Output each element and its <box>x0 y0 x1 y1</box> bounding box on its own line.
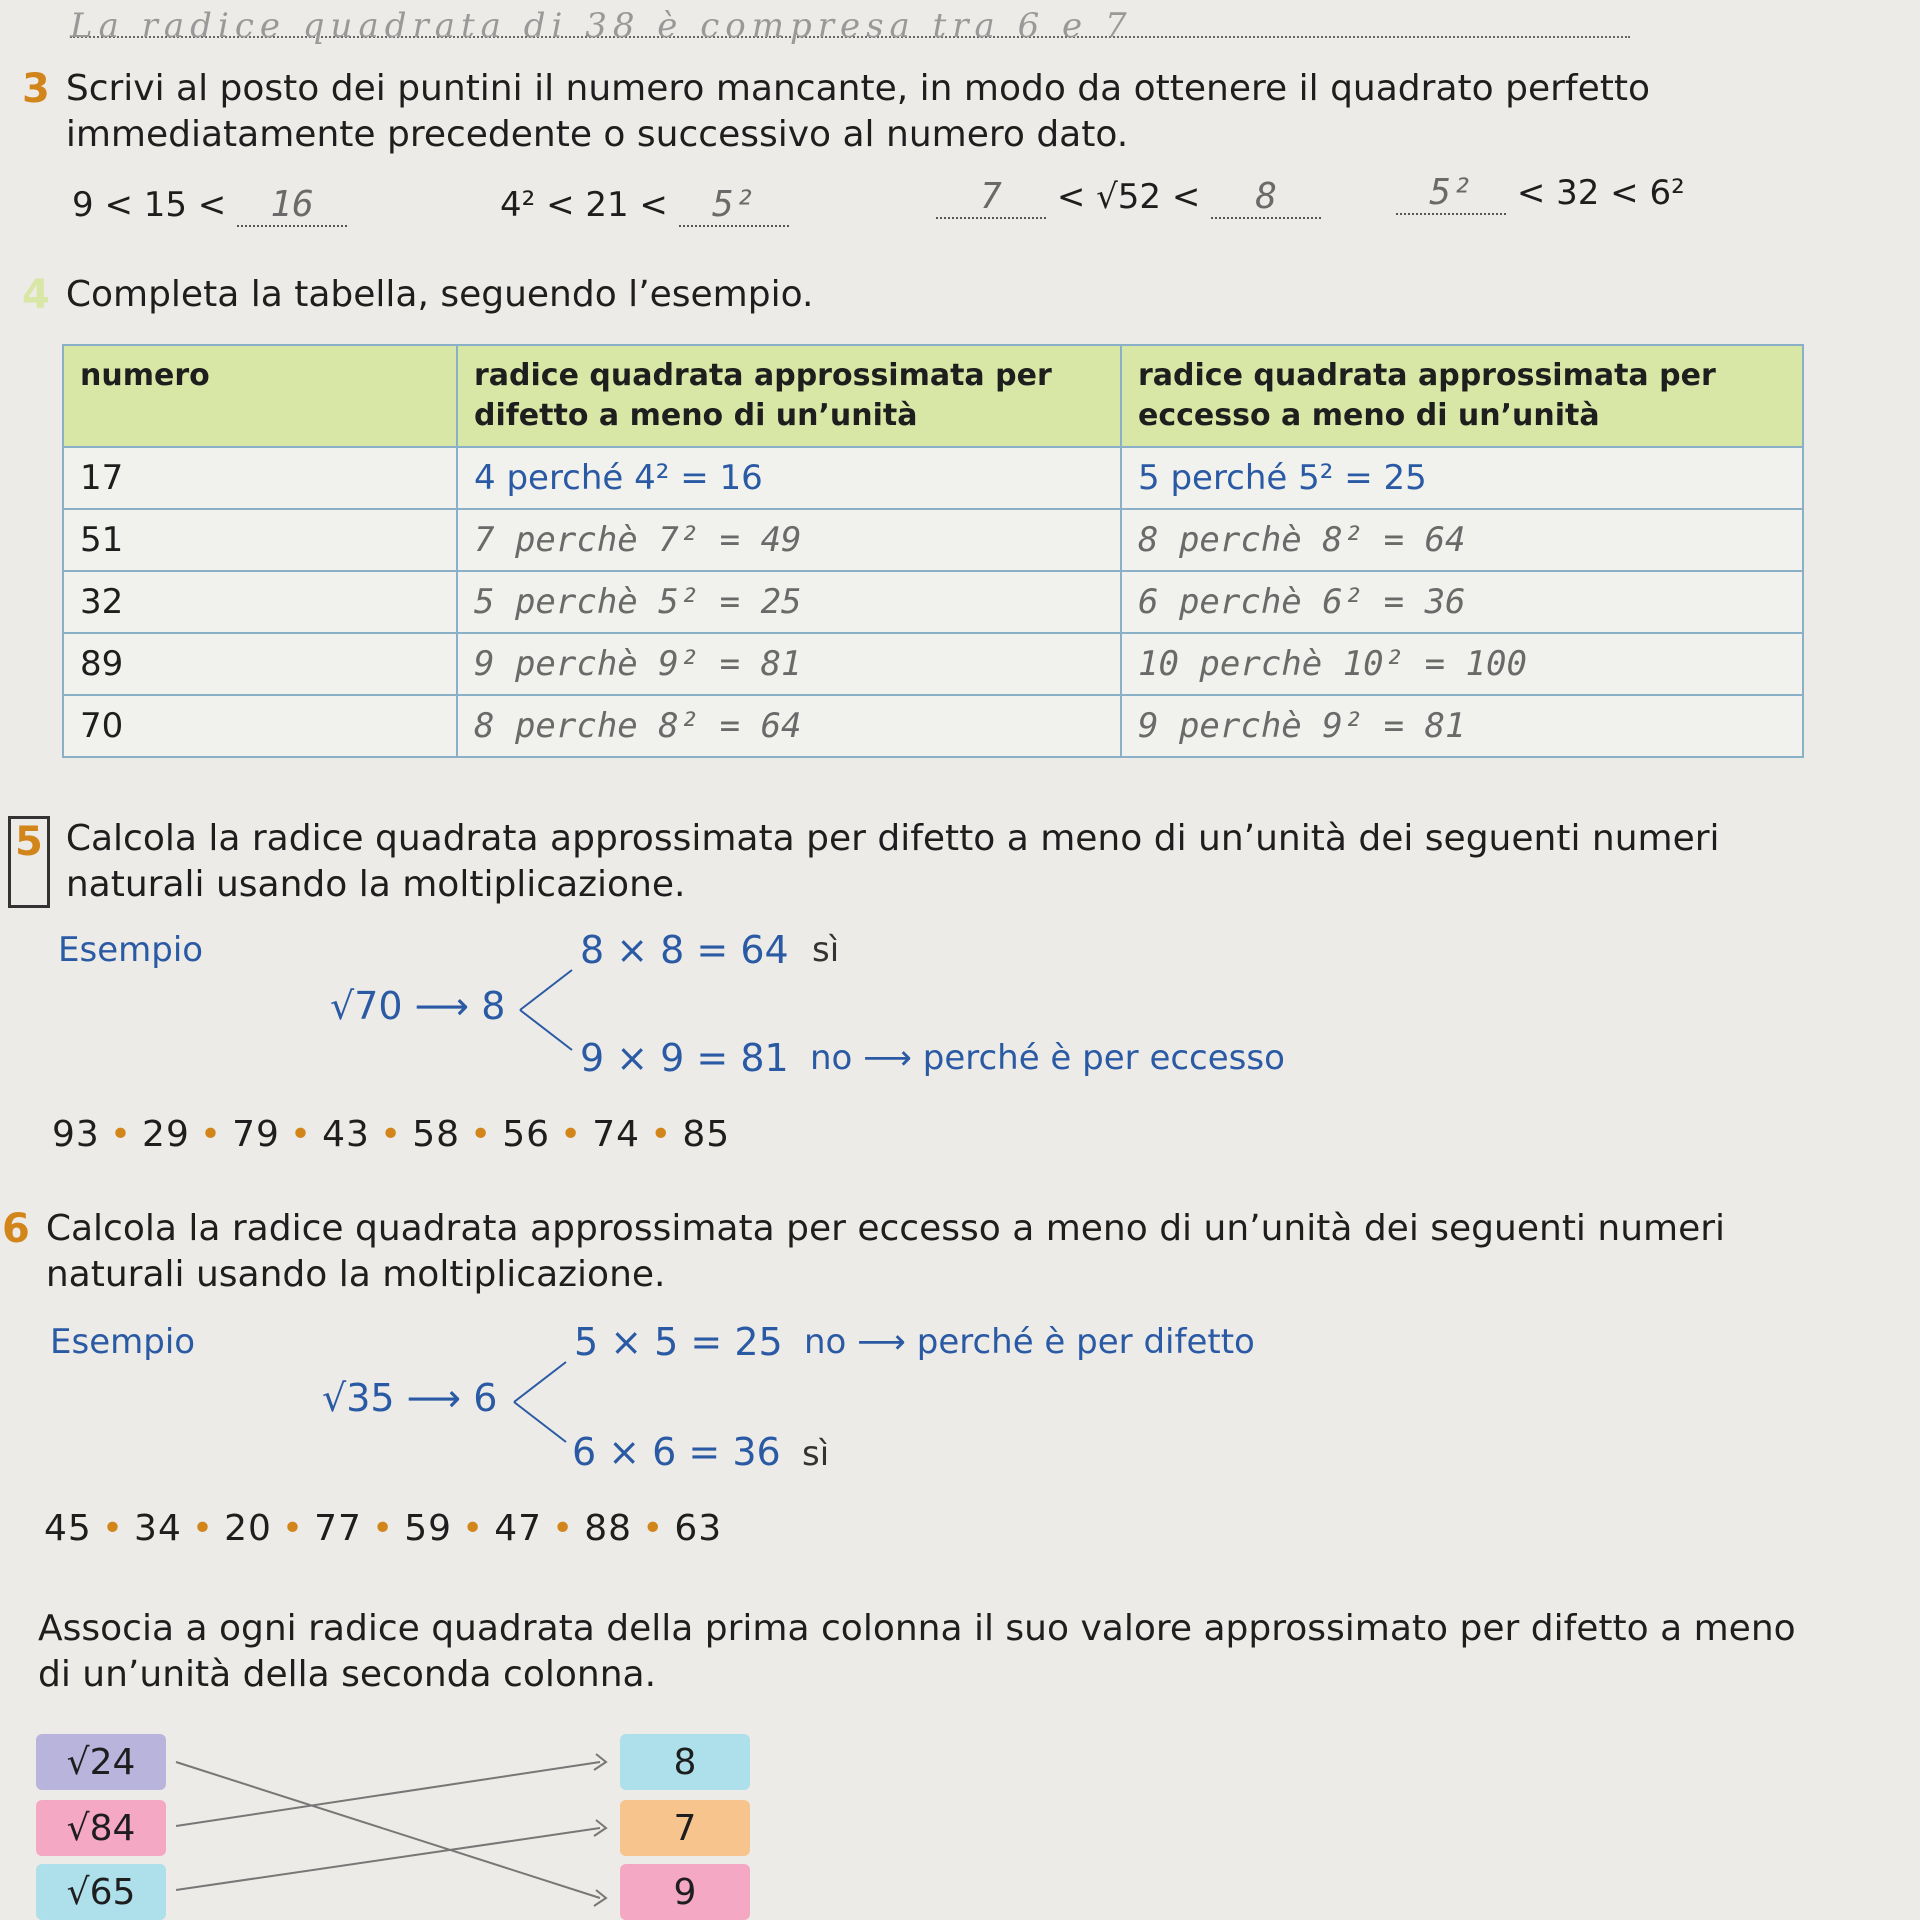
ex3-item-expression: < 32 < 6² <box>1516 173 1685 213</box>
right-item-label: 7 <box>673 1807 697 1849</box>
number-item: 43 <box>322 1114 370 1155</box>
ex3-item-1 <box>72 184 347 227</box>
table-row <box>63 695 1803 757</box>
number-item: 79 <box>232 1114 280 1155</box>
ex3-answer-before[interactable]: 7 <box>936 176 1046 219</box>
branch-lines <box>510 1352 570 1452</box>
left-item-label: √24 <box>66 1741 136 1783</box>
exercise-number: 4 <box>22 272 50 318</box>
ex3-item-3 <box>936 176 1321 219</box>
approx-value: 8 <box>481 984 506 1028</box>
exercise-6 <box>2 1206 1806 1298</box>
example-root <box>322 1376 497 1420</box>
bottom-reason: perché è per eccesso <box>922 1038 1285 1078</box>
cell-eccesso[interactable]: 10 perchè 10² = 100 <box>1121 633 1803 695</box>
number-item: 93 <box>52 1114 100 1155</box>
bottom-note: no <box>810 1038 853 1078</box>
cell-difetto[interactable]: 5 perchè 5² = 25 <box>457 571 1121 633</box>
arrow-icon: ⟶ <box>414 984 482 1028</box>
exercise-5 <box>8 816 1806 908</box>
top-scribble: La radice quadrata di 38 è compresa tra 6 e 7 <box>70 6 1133 46</box>
ex6-numbers: 45 • 34 • 20 • 77 • 59 • 47 • 88 • 63 <box>44 1508 723 1549</box>
cell-number: 70 <box>63 695 457 757</box>
number-item: 58 <box>412 1114 460 1155</box>
left-item-label: √65 <box>66 1871 136 1913</box>
ex3-answer[interactable]: 16 <box>237 184 347 227</box>
header-eccesso: radice quadrata approssimata per eccesso a meno di un’unità <box>1121 345 1803 447</box>
top-calc: 5 × 5 = 25 <box>574 1320 783 1364</box>
example-root <box>330 984 505 1028</box>
exercise-instruction: Completa la tabella, seguendo l’esempio. <box>65 274 814 315</box>
cell-difetto: 4 perché 4² = 16 <box>457 447 1121 509</box>
cell-difetto[interactable]: 9 perchè 9² = 81 <box>457 633 1121 695</box>
ex3-item-2 <box>500 184 789 227</box>
number-item: 85 <box>682 1114 731 1155</box>
table-row <box>63 509 1803 571</box>
top-note: no <box>804 1322 847 1362</box>
ex5-numbers: 93 • 29 • 79 • 43 • 58 • 56 • 74 • 85 <box>52 1114 731 1155</box>
root-expression: √70 <box>330 984 403 1028</box>
number-item: 47 <box>494 1508 543 1549</box>
number-item: 77 <box>314 1508 362 1549</box>
number-item: 34 <box>134 1508 182 1549</box>
exercise-number: 6 <box>2 1206 30 1252</box>
cell-number: 17 <box>63 447 457 509</box>
right-item-label: 9 <box>673 1871 697 1913</box>
cell-eccesso[interactable]: 9 perchè 9² = 81 <box>1121 695 1803 757</box>
square-root-table <box>62 344 1804 758</box>
table-header-row <box>63 345 1803 447</box>
matching-lines <box>0 1700 800 1920</box>
cell-number: 51 <box>63 509 457 571</box>
table-row <box>63 571 1803 633</box>
table-row <box>63 447 1803 509</box>
bottom-calc: 9 × 9 = 81 <box>580 1036 789 1080</box>
cell-number: 89 <box>63 633 457 695</box>
approx-value: 6 <box>473 1376 498 1420</box>
top-calc: 8 × 8 = 64 <box>580 928 789 972</box>
bottom-note-line <box>810 1038 1285 1078</box>
exercise-3 <box>22 66 1822 158</box>
exercise-instruction: Scrivi al posto dei puntini il numero mancante, in modo da ottenere il quadrato perfetto immediatamente precedente o successivo al numero dato. <box>65 68 1650 155</box>
table-row <box>63 633 1803 695</box>
exercise-number: 5 <box>8 816 50 908</box>
number-item: 29 <box>142 1114 190 1155</box>
cell-difetto[interactable]: 7 perchè 7² = 49 <box>457 509 1121 571</box>
cell-eccesso: 5 perché 5² = 25 <box>1121 447 1803 509</box>
number-item: 20 <box>224 1508 272 1549</box>
ex3-answer-before[interactable]: 5² <box>1396 172 1506 215</box>
top-note: sì <box>812 930 840 970</box>
cell-eccesso[interactable]: 6 perchè 6² = 36 <box>1121 571 1803 633</box>
bottom-note: sì <box>802 1434 830 1474</box>
ex3-item-4 <box>1396 172 1685 215</box>
exercise-instruction: Calcola la radice quadrata approssimata per eccesso a meno di un’unità dei seguenti numeri naturali usando la moltiplicazione. <box>45 1208 1726 1295</box>
number-item: 88 <box>584 1508 633 1549</box>
exercise-4 <box>22 272 813 318</box>
number-item: 59 <box>404 1508 452 1549</box>
ex3-answer-after[interactable]: 8 <box>1211 176 1321 219</box>
exercise-7-instruction: Associa a ogni radice quadrata della prima colonna il suo valore approssimato per difetto a meno di un’unità della seconda colonna. <box>38 1608 1796 1695</box>
exercise-number: 3 <box>22 66 50 112</box>
right-item-label: 8 <box>673 1741 697 1783</box>
header-difetto: radice quadrata approssimata per difetto a meno di un’unità <box>457 345 1121 447</box>
number-item: 56 <box>502 1114 551 1155</box>
top-handwritten-line <box>70 6 1630 46</box>
header-numero: numero <box>63 345 457 447</box>
arrow-icon: ⟶ <box>857 1322 906 1362</box>
number-item: 45 <box>44 1508 92 1549</box>
left-item-label: √84 <box>66 1807 136 1849</box>
top-reason: perché è per difetto <box>916 1322 1255 1362</box>
cell-difetto[interactable]: 8 perche 8² = 64 <box>457 695 1121 757</box>
arrow-icon: ⟶ <box>863 1038 912 1078</box>
example-label: Esempio <box>50 1322 196 1362</box>
example-label: Esempio <box>58 930 204 970</box>
cell-eccesso[interactable]: 8 perchè 8² = 64 <box>1121 509 1803 571</box>
ex3-item-expression: 4² < 21 < <box>500 185 668 225</box>
arrow-icon: ⟶ <box>406 1376 474 1420</box>
bottom-calc: 6 × 6 = 36 <box>572 1430 781 1474</box>
number-item: 74 <box>592 1114 641 1155</box>
branch-lines <box>516 960 576 1060</box>
root-expression: √35 <box>322 1376 395 1420</box>
ex3-item-expression: < √52 < <box>1056 177 1201 217</box>
top-note-line <box>804 1322 1255 1362</box>
ex3-item-expression: 9 < 15 < <box>72 185 227 225</box>
number-item: 63 <box>674 1508 723 1549</box>
exercise-instruction: Calcola la radice quadrata approssimata per difetto a meno di un’unità dei seguenti numeri naturali usando la moltiplicazione. <box>65 818 1720 905</box>
cell-number: 32 <box>63 571 457 633</box>
ex3-answer[interactable]: 5² <box>679 184 789 227</box>
